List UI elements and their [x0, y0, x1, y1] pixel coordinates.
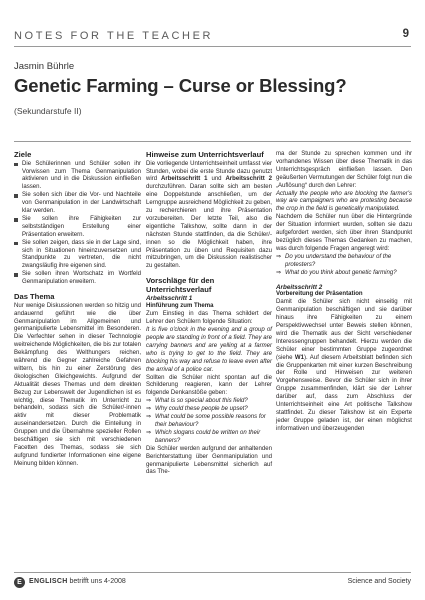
vorschlaege-heading: Vorschläge für den Unterrichtsverlauf: [146, 276, 215, 294]
list-item: Sie sollen zeigen, dass sie in der Lage sind, sich in Situationen hineinzuversetzen und Standpunkte zu vertreten, die nicht zwangsläufig ihre eigenen sind.: [14, 240, 141, 272]
ziele-list: [14, 161, 141, 288]
step1-subheading: Hinführung zum Thema: [146, 303, 214, 310]
step1-intro: Zum Einstieg in das Thema schildert der Lehrer den Schülern folgende Situation:: [146, 311, 272, 326]
step1-end: Die Schüler werden aufgrund der anhaltenden Berichterstattung über Genmanipulation und genmanipulierte Lebensmittel sicherlich auf das The-: [146, 445, 272, 476]
col3-text-2: Nachdem die Schüler nun über die Hintergründe der Situation informiert wurden, sollten sie dazu aufgefordert werden, sich über ihren Standpunkt bezüglich dieses Themas Gedanken zu machen, was durch folgende Fragen angeregt wird:: [276, 214, 412, 252]
thema-text: Nur wenige Diskussionen werden so hitzig und andauernd geführt wie die über Genmanipulation im Allgemeinen und genmanipulierte Lebensmittel im Besonderen. Die Verfechter sehen in dieser Technologie weitreichende Möglichkeiten, die bis zur totalen Bekämpfung des Welthungers reichen, während die Gegner zahlreiche Gefahren wittern, bis hin zu einer Zerstörung des ökologischen Gleichgewichts. Aufgrund der Aktualität dieses Themas und dem direkten Bezug zur Lebenswelt der Jugendlichen ist es wichtig, diese Thematik im Unterricht zu behandeln, sodass sich die Schüler/-innen aktiv mit dieser Problematik auseinandersetzen. Durch die Einteilung in Gruppen und die Übernahme spezieller Rollen beschäftigen sie sich mit verschiedenen Facetten des Themas, sodass sie sich aufgrund fundierter Informationen eine eigene Meinung bilden können.: [14, 302, 141, 467]
hinweise-text: Die vorliegende Unterrichtseinheit umfasst vier Stunden, wobei die erste Stunde dazu genutzt wird Arbeitsschritt 1 und Arbeitsschritt 2 durchzuführen. Daran sollte sich am besten eine Doppelstunde anschließen, um der Lerngruppe ausreichend Möglichkeit zu geben, zu recherchieren und ihre Präsentation vorzubereiten. Der letzte Teil, also die eigentliche Talkshow, sollte dann in der nächsten Stunde stattfinden, da die Schüler/-innen so die Möglichkeit haben, ihre Präsentation zu üben und Requisiten dazu mitzubringen, um die Diskussion realistischer zu gestalten.: [146, 160, 273, 270]
step1-after: Sollten die Schüler nicht spontan auf die Schilderung reagieren, kann der Lehrer folgende Denkanstöße geben:: [146, 374, 272, 397]
ziele-heading: Ziele: [14, 150, 32, 159]
header-divider: [14, 46, 411, 47]
hinweise-heading: Hinweise zum Unterrichtsverlauf: [146, 150, 264, 159]
column-3: [276, 151, 412, 434]
list-item: ⇒ Do you understand the behaviour of the protesters?: [276, 254, 412, 270]
article-title: Genetic Farming – Curse or Blessing?: [14, 75, 347, 96]
title-divider: [14, 141, 411, 142]
article-subtitle: (Sekundarstufe II): [14, 106, 82, 116]
step2-heading: Arbeitsschritt 2: [276, 283, 323, 291]
step1-questions: [146, 398, 272, 445]
list-item: Sie sollen ihre Fähigkeiten zur selbstständigen Erstellung einer Präsentation erweitern.: [14, 216, 141, 240]
column-2: [146, 151, 272, 477]
col3-questions: [276, 254, 412, 278]
step2-subheading: Vorbereitung der Präsentation: [276, 291, 363, 298]
magazine-logo-icon: E: [14, 577, 25, 588]
list-item: Sie sollen sich über die Vor- und Nachteile von Genmanipulation in der Landwirtschaft klar werden.: [14, 192, 141, 216]
col3-quote: Actually the people who are blocking the farmer's way are campaigners who are protesting because the crop in the field is genetically manipulated.: [276, 190, 412, 213]
step1-quote: It is five o'clock in the evening and a group of people are standing in front of a field. They are carrying banners and are yelling at a farmer who is trying to get to the field. They are blocking his way and refuse to leave even after the arrival of a police car.: [146, 327, 272, 373]
step1-heading: Arbeitsschritt 1: [146, 295, 193, 303]
list-item: ⇒ Why could these people be upset?: [146, 406, 272, 414]
list-item: ⇒ What could be some possible reasons for their behaviour?: [146, 414, 272, 430]
list-item: Sie sollen ihren Wortschatz im Wortfeld Genmanipulation erweitern.: [14, 271, 141, 287]
list-item: Die Schülerinnen und Schüler sollen ihr Vorwissen zum Thema Genmanipulation aktivieren und in die Diskussion einfließen lassen.: [14, 161, 141, 193]
magazine-name: ENGLISCH betrifft uns 4-2008: [29, 578, 126, 585]
page-footer: [14, 572, 411, 592]
header-title: NOTES FOR THE TEACHER: [14, 30, 214, 42]
page-header: [14, 24, 411, 54]
section-name: Science and Society: [347, 578, 411, 585]
page-number: 9: [402, 28, 409, 40]
list-item: ⇒ What do you think about genetic farming?: [276, 270, 412, 278]
author-name: Jasmin Bührle: [14, 61, 75, 72]
col3-text-1: ma der Stunde zu sprechen kommen und ihr vorhandenes Wissen über diese Thematik in das Unterrichtsgespräch einfließen lassen. Den geäußerten Vermutungen der Schüler folgt nun die „Auflösung“ durch den Lehrer:: [276, 151, 412, 189]
column-1: [14, 151, 141, 469]
step2-text: Damit die Schüler sich nicht einseitig mit Genmanipulation beschäftigen und sie darüber hinaus ihre Fähigkeiten zu einem Perspektivwechsel unter Beweis stellen können, wird die Thematik aus der Sicht verschiedener Interessengruppen behandelt. Hierzu werden die Schüler einer bestimmten Gruppe zugeordnet (siehe W1). Auf diesem Arbeitsblatt befinden sich die Gruppenkarten mit einer kurzen Beschreibung der Rolle und Hinweisen zur weiteren Vorgehensweise. Bevor die Schüler sich in ihrer Gruppe zusammenfinden, klärt sie der Lehrer darüber auf, dass zum Abschluss der Unterrichtseinheit eine Art politische Talkshow stattfindet. Zu dieser Talkshow ist ein Experte jeder Gruppe geladen ist, der einen möglichst informativen und überzeugenden: [276, 299, 413, 432]
footer-divider: [14, 572, 411, 573]
list-item: ⇒ Which slogans could be written on their banners?: [146, 430, 272, 446]
list-item: ⇒ What is so special about this field?: [146, 398, 272, 406]
thema-heading: Das Thema: [14, 292, 55, 302]
